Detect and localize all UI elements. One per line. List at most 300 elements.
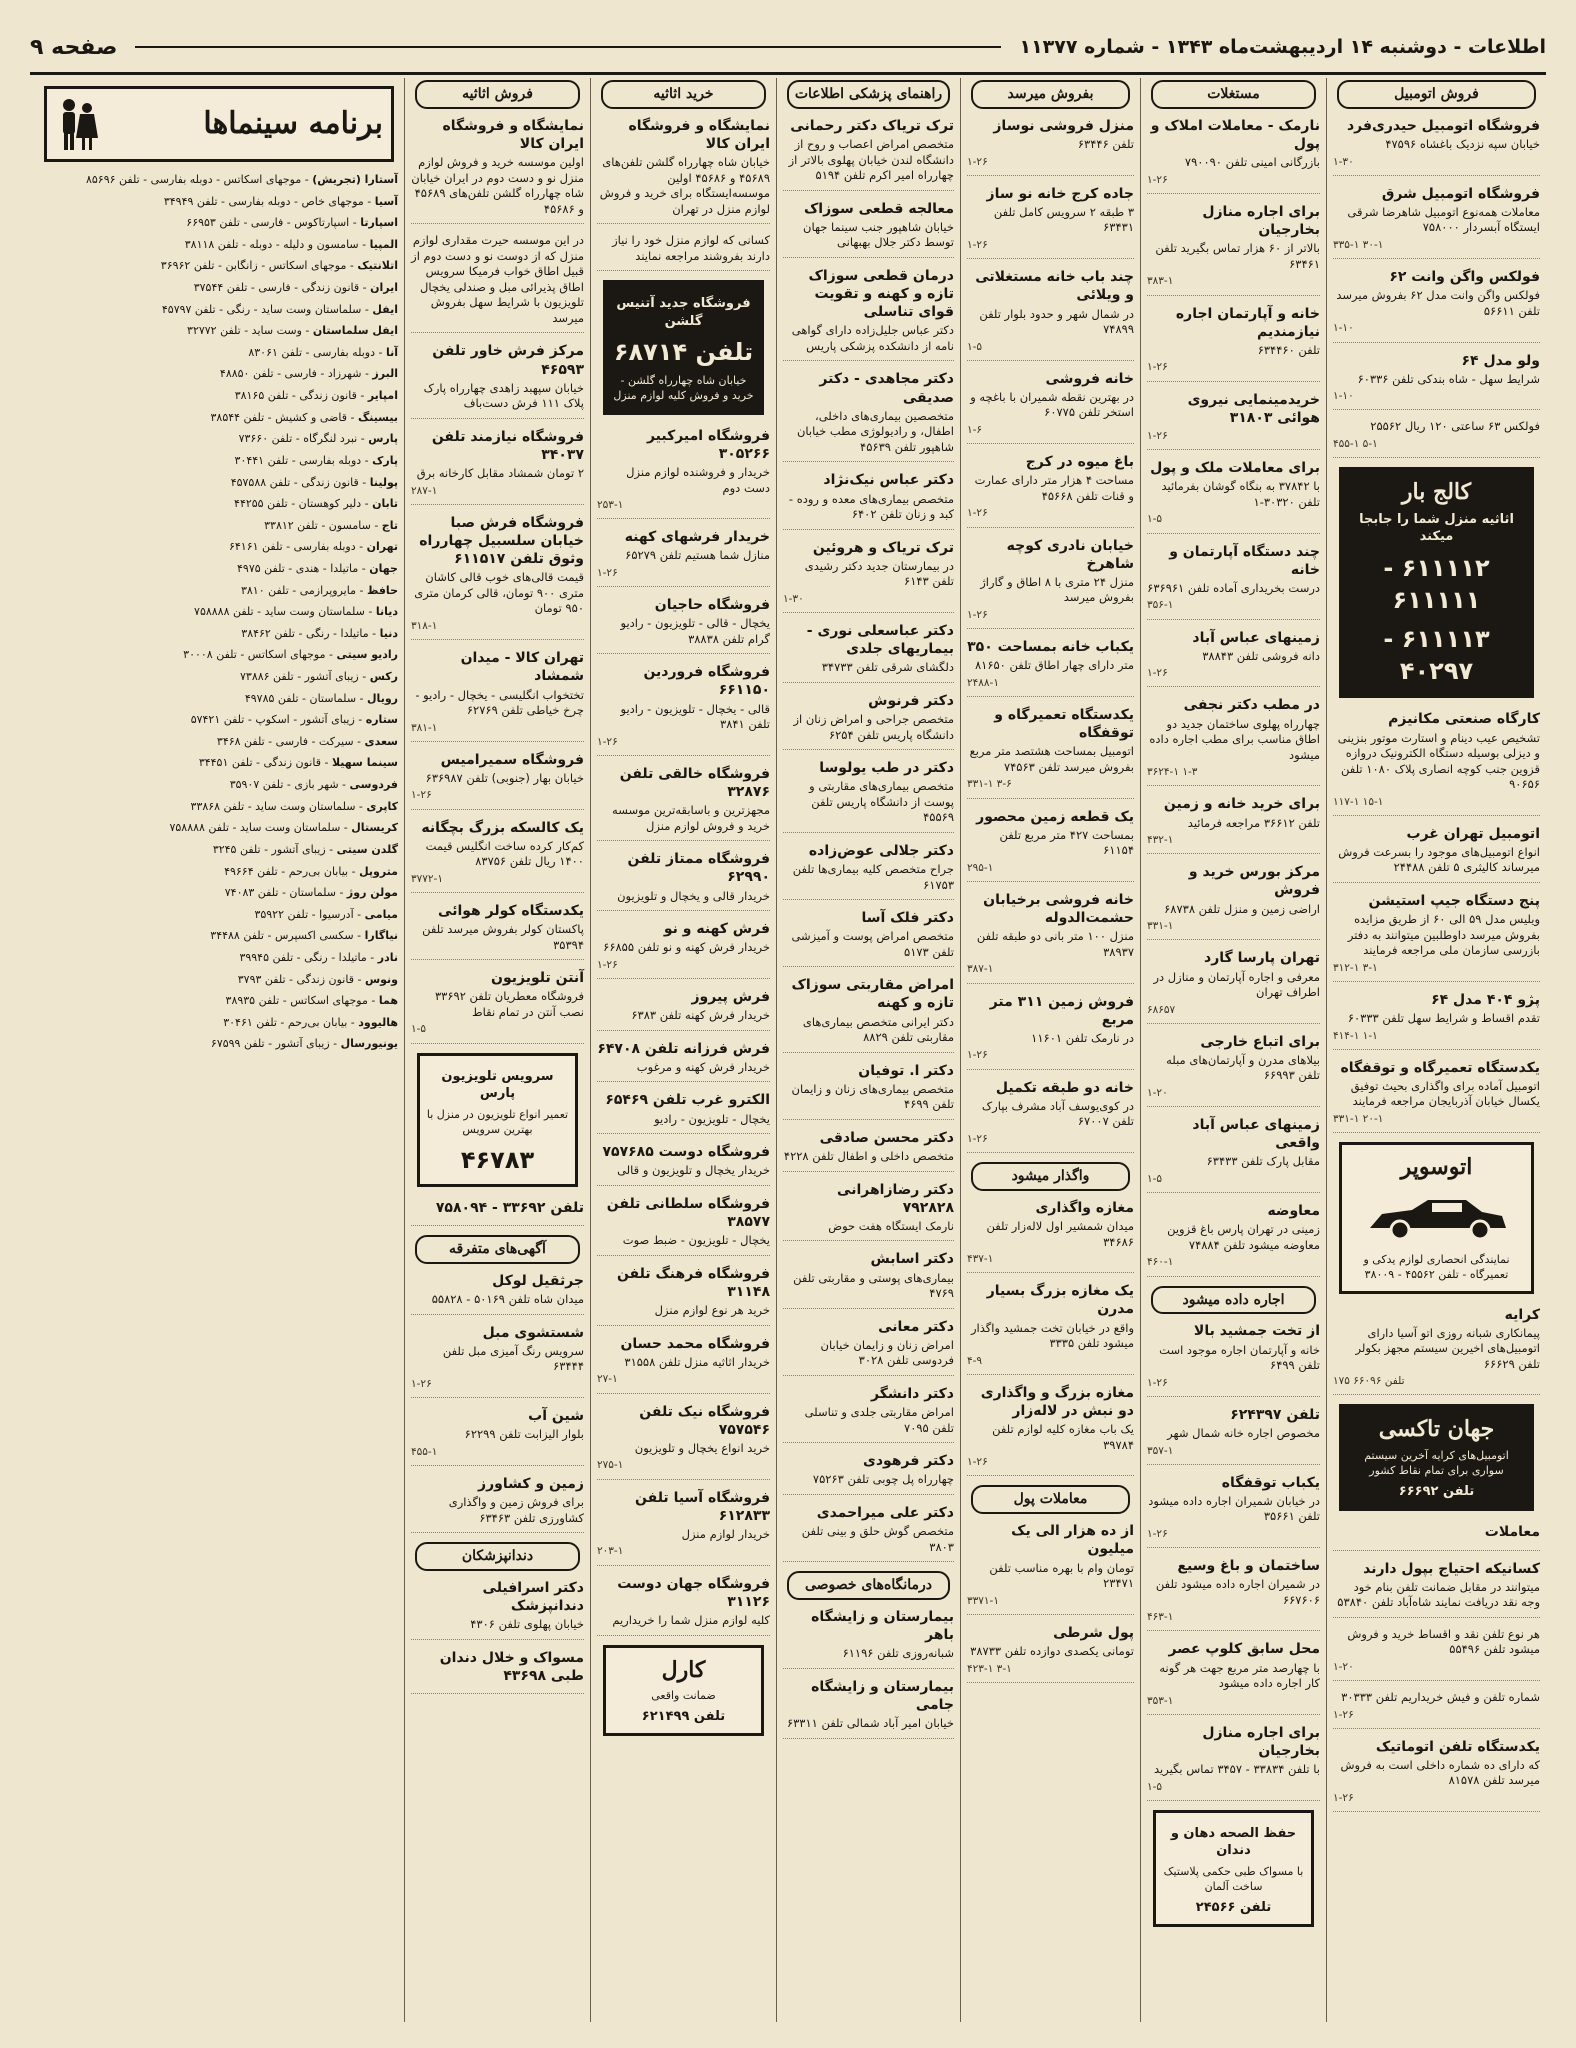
classified-ad [783, 117, 954, 191]
cinema-program: اسپارتاکوس - فارسی - تلفن ۶۶۹۵۳ [186, 216, 350, 230]
classified-ad [597, 765, 770, 841]
ad-code: ۱-۲۶ [1147, 173, 1168, 186]
ad-text: ویلیس مدل ۵۹ الی ۶۰ از طریق مزایده بفروش میرسد داوطلبین میتوانند به دفتر بازرسی سازمان ملی مراجعه فرمایند [1347, 912, 1540, 958]
separator: - [329, 1037, 341, 1051]
box-ad-atenis-golshan [603, 280, 764, 414]
ad-code: ۳۵۷-۱ [1147, 1444, 1174, 1457]
ad-code: ۴۳۲-۱ [1147, 834, 1174, 847]
ad-text: زمینی در تهران پارس باغ قزوین معاوضه میشود تلفن ۷۴۸۸۴ [1167, 1222, 1320, 1252]
ad-text: منزل ۱۰۰ متر بانی دو طبقه تلفن ۳۸۹۳۷ [976, 929, 1134, 959]
section-heading-sale: بفروش میرسد [971, 80, 1130, 109]
ad-title: فروشگاه آسیا تلفن ۶۱۲۸۳۳ [635, 1489, 770, 1524]
ad-list [411, 1199, 584, 1226]
ad-title: یکدستگاه تعمیرگاه و توقفگاه [1340, 1059, 1540, 1076]
ad-text: خریدار قالی و یخچال و تلویزیون [617, 888, 770, 903]
ad-code: ۱-۲۰ [1147, 1086, 1168, 1099]
separator: - [320, 756, 332, 770]
ad-text: فروشگاه معطریان تلفن ۳۳۶۹۲ نصب آنتن در تمام نقاط [435, 989, 584, 1019]
cinema-listing [40, 431, 398, 447]
cinema-name: ایران [370, 281, 398, 295]
classified-ad [783, 692, 954, 750]
ad-text: متخصص امراض اعصاب و روح از دانشگاه لندن خیابان پهلوی بالاتر از چهارراه امیر اکرم تلفن ۵۱۹۴ [788, 137, 954, 183]
classified-ad [1333, 1738, 1540, 1812]
classified-ad [1333, 1560, 1540, 1618]
classified-ad [783, 1062, 954, 1120]
classified-ad [597, 1265, 770, 1326]
ad-code: ۱-۵ [967, 340, 983, 353]
cinema-program: بیابان بی‌رحم - تلفن ۴۹۶۶۴ [224, 864, 349, 878]
ad-text: میدان شاه تلفن ۵۰۱۶۹ - ۵۵۸۲۸ [431, 1292, 584, 1307]
ad-text: فولکس واگن وانت مدل ۶۲ بفروش میرسد تلفن ۵۶۶۱۱ [1336, 288, 1540, 318]
classified-ad [1147, 696, 1320, 786]
cinema-name: حافظ [366, 583, 398, 597]
ad-code: ۱-۲۰ [1333, 1660, 1354, 1673]
cinema-listing [40, 712, 398, 728]
ad-list [411, 1272, 584, 1533]
classified-ad [597, 596, 770, 654]
column-medical-guide [776, 78, 960, 2022]
classified-ad [783, 759, 954, 833]
cinema-listing [40, 172, 398, 188]
ad-title: مغازه واگذاری [1035, 1199, 1134, 1216]
separator: - [355, 583, 367, 597]
classified-ad [967, 453, 1134, 527]
ad-text: درست بخریداری آماده تلفن ۶۳۶۹۶۱ [1147, 580, 1320, 595]
classified-ad [597, 1335, 770, 1394]
ad-text: با تلفن ۳۳۸۳۴ - ۳۴۵۷ تماس بگیرید [1154, 1762, 1320, 1777]
ad-title: زمینهای عباس آباد واقعی [1192, 1117, 1320, 1152]
classified-ad [783, 909, 954, 967]
ad-code: ۱-۲۶ [967, 155, 988, 168]
cinema-listing [40, 280, 398, 296]
classified-ad [967, 638, 1134, 697]
ad-text: بلوار الیزابت تلفن ۶۲۲۹۹ [464, 1427, 584, 1442]
ad-code: ۶۸۶۵۷ [1147, 1003, 1176, 1016]
cinema-program: قانون زندگی - تلفن ۳۴۴۵۱ [198, 756, 321, 770]
classified-ad [967, 1282, 1134, 1375]
paper-info: اطلاعات - دوشنبه ۱۴ اردیبهشت‌ماه ۱۳۴۳ - شماره ۱۱۳۷۷ [1019, 36, 1546, 58]
classified-ad [1333, 892, 1540, 982]
classified-ad [1333, 419, 1540, 458]
classified-ad [411, 342, 584, 418]
classified-ad [967, 1199, 1134, 1273]
ad-code: ۳۳۱-۱ [1147, 920, 1174, 933]
classified-ad [967, 117, 1134, 176]
cinema-listing [40, 972, 398, 988]
cinema-program: آدرسیوا - تلفن ۳۵۹۲۲ [254, 907, 354, 921]
cinema-name: المپیا [369, 237, 398, 251]
ad-text: خریدار فرش کهنه تلفن ۶۳۸۳ [631, 1008, 770, 1023]
ad-text: پاکستان کولر بفروش میرسد تلفن ۳۵۳۹۴ [422, 922, 584, 952]
box-ad-text: اتومبیل‌های کرایه آخرین سیستم سواری برای تمام نقاط کشور [1364, 1449, 1509, 1478]
ad-code: ۲۵۳-۱ [597, 499, 624, 512]
classified-ad [1333, 1306, 1540, 1396]
cinema-listing [40, 453, 398, 469]
ad-code: ۱-۲۶ [1147, 429, 1168, 442]
ad-title: الکترو غرب تلفن ۶۵۴۶۹ [605, 1092, 770, 1109]
classified-ad [411, 514, 584, 640]
ad-title: شستشوی مبل [482, 1324, 584, 1341]
cinema-listing [40, 820, 398, 836]
ad-title: ساختمان و باغ وسیع [1177, 1558, 1320, 1575]
ad-title: یکدستگاه تلفن اتوماتیک [1375, 1738, 1540, 1755]
box-ad-title: کارل [661, 1656, 706, 1683]
masthead-rule [135, 46, 1001, 48]
box-ad-autosuper [1339, 1142, 1534, 1293]
ad-text: با ۳۷۸۴۲ به بنگاه گوشان بفرمائید تلفن ۳۰۳۲۰-۱ [1161, 479, 1320, 509]
cinema-listing [40, 561, 398, 577]
ad-title: محل سابق کلوپ عصر [1168, 1641, 1320, 1658]
classified-ad [967, 1384, 1134, 1477]
box-ad-title: کالج بار [1401, 479, 1472, 506]
ad-text: سرویس رنگ آمیزی مبل تلفن ۶۳۴۴۴ [442, 1343, 584, 1374]
cinema-program: سلماستان وست ساید - تلفن ۷۵۸۸۸۸ [194, 605, 365, 619]
separator: - [355, 799, 367, 813]
cinema-program: قانون زندگی - تلفن ۴۵۷۵۸۸ [230, 475, 359, 489]
ad-title: دکتر اسرافیلی دندانپزشک [482, 1580, 584, 1615]
column-for-sale [960, 78, 1140, 2022]
ad-title: نمایشگاه و فروشگاه ایران کالا [442, 117, 584, 153]
classified-ad [411, 819, 584, 893]
ad-text: منزل ۲۴ متری با ۸ اطاق و گاراژ بفروش میرسد [980, 574, 1134, 605]
ad-text: هر نوع تلفن نقد و اقساط خرید و فروش میشود تلفن ۵۵۴۹۶ [1347, 1626, 1540, 1657]
ad-title: خریدمینمایی نیروی هوائی ۳۱۸۰۳ [1187, 391, 1320, 426]
ad-title: خانه و آپارتمان اجاره نیازمندیم [1175, 305, 1320, 340]
ad-code: ۲۹۵-۱ [967, 861, 994, 874]
ad-title: فرش کهنه و نو [663, 921, 770, 938]
ad-title: دکتر اسابش [870, 1251, 954, 1268]
cinema-name: گلدن سیتی [336, 842, 398, 856]
separator: - [361, 367, 373, 381]
column-sell-furniture [404, 78, 590, 2022]
box-ad-title: حفظ الصحه دهان و دندان [1170, 1825, 1297, 1859]
ad-title: دکتر فلک آسا [861, 910, 954, 927]
separator: - [353, 929, 365, 943]
box-ad-text: خیابان شاه چهارراه گلشن - خرید و فروش کلیه لوازم منزل [613, 373, 754, 403]
ad-title: پژو ۴۰۴ مدل ۶۴ [1431, 991, 1540, 1008]
ad-title: فروشگاه سمیرامیس [440, 751, 584, 768]
cinema-name: کریستال [351, 821, 398, 835]
cinema-name: ایفل سلماستان [312, 324, 398, 338]
box-ad-title: فروشگاه جدید آتنیس گلشن [616, 296, 751, 329]
ad-text: در خیابان شمیران اجاره داده میشود تلفن ۳۵۶۶۱ [1148, 1493, 1320, 1524]
ad-text: کسانی که لوازم منزل خود را نیاز دارند بفروشند مراجعه نمایند [612, 233, 770, 263]
classified-ad [1333, 185, 1540, 259]
box-ad-phone: ۶۱۱۱۱۳ - ۴۰۲۹۷ [1383, 624, 1490, 685]
separator: - [301, 324, 313, 338]
cinema-listing [40, 864, 398, 880]
cinema-program: وست ساید - تلفن ۳۲۷۷۲ [187, 324, 302, 338]
ad-text: در کوی‌یوسف آباد مشرف بپارک تلفن ۶۷۰۰۷ [981, 1098, 1134, 1129]
ad-code: ۴۶۳-۱ [1147, 1611, 1174, 1624]
ad-title: دکتر رضازاهرانی ۷۹۲۸۲۸ [837, 1181, 954, 1216]
ad-text: دکتر ایرانی متخصص بیماری‌های مقاربتی تلفن ۸۸۲۹ [802, 1014, 954, 1045]
classified-ad [597, 233, 770, 271]
classified-ad [411, 1272, 584, 1315]
ad-text: متخصص جراحی و امراض زنان از دانشگاه پاریس تلفن ۶۲۵۴ [793, 712, 954, 742]
ad-text: برای فروش زمین و واگذاری کشاورزی تلفن ۶۳۴۶۳ [448, 1495, 584, 1525]
box-ad-tv-service [417, 1053, 578, 1187]
ad-list [597, 427, 770, 1636]
classified-ad [783, 1250, 954, 1308]
ad-code: ۱-۲۶ [1147, 667, 1168, 680]
section-heading-buy: خرید اثاثیه [601, 80, 766, 109]
cinema-program: موجهای خاص - دوبله بفارسی - تلفن ۳۴۹۴۹ [163, 194, 364, 208]
ad-code: ۴۱۴-۱ ۱-۱ [1333, 1029, 1378, 1042]
cinema-program: دوبله بفارسی - تلفن ۶۴۱۶۱ [228, 540, 356, 554]
ad-text: معرفی و اجاره آپارتمان و منازل در اطراف تهران [1153, 969, 1320, 1000]
cinema-name: مولن روژ [346, 886, 398, 900]
cinema-program: بیابان بی‌رحم - تلفن ۳۰۴۶۱ [223, 1015, 348, 1029]
ad-text: یخچال - قالی - تلویزیون - رادیو گرام تلفن ۳۸۸۳۸ [620, 616, 770, 646]
ad-code: ۱-۲۶ [967, 238, 988, 251]
cinema-name: آستارا (تجریش) [312, 173, 398, 186]
ad-text: تلفن ۳۶۶۱۲ مراجعه فرمائید [1187, 815, 1320, 830]
ad-title: فروشگاه فرهنگ تلفن ۳۱۱۴۸ [616, 1265, 770, 1300]
ad-text: امراض مقاربتی جلدی و تناسلی تلفن ۷۰۹۵ [804, 1405, 954, 1435]
ad-code: ۳۳۵-۱ ۳۰-۱ [1333, 238, 1384, 251]
separator: - [340, 821, 352, 835]
classified-ad [411, 117, 584, 224]
ad-title: بیمارستان و زایشگاه جامی [811, 1678, 954, 1714]
ad-text: تلفن ۶۳۴۴۶۰ [1257, 342, 1320, 357]
box-ad-phone: ۴۶۷۸۳ [460, 1145, 535, 1174]
cinema-program: قانون زندگی - تلفن ۳۷۹۳ [237, 972, 354, 986]
classified-ad [1333, 991, 1540, 1050]
classified-ad [411, 428, 584, 505]
ad-title: فروشگاه نیک تلفن ۷۵۷۵۴۶ [639, 1403, 770, 1438]
classified-ad [783, 842, 954, 900]
classified-ad [411, 1649, 584, 1694]
cinema-name: بیسینگ [357, 410, 398, 424]
ad-code: ۳۳۱-۱ ۲۰-۱ [1333, 1113, 1384, 1125]
classified-ad [411, 1199, 584, 1226]
cinema-program: سامسون و دلیله - دوبله - تلفن ۳۸۱۱۸ [184, 237, 359, 251]
section-heading-misc: آگهی‌های متفرقه [415, 1235, 580, 1264]
ad-code: ۱-۳۰ [1333, 155, 1354, 168]
cinema-program: زیبای آتشور - تلفن ۷۳۸۸۶ [240, 670, 359, 684]
cinema-program: سامسون - تلفن ۳۳۸۱۲ [264, 518, 371, 532]
ad-code: ۱-۲۶ [967, 1456, 988, 1469]
ad-text: منازل شما هستیم تلفن ۶۵۲۷۹ [625, 548, 770, 563]
separator: - [358, 475, 370, 489]
ad-code: ۱۷۵ تلفن ۶۶۰۹۶ [1333, 1375, 1405, 1388]
ad-text: متخصص گوش حلق و بینی تلفن ۳۸۰۳ [801, 1524, 954, 1554]
ad-title: دکتر جلالی عوض‌زاده [808, 842, 954, 859]
ad-text: در شمال شهر و حدود بلوار تلفن ۷۴۸۹۹ [979, 306, 1134, 337]
ad-text: خیابان پهلوی تلفن ۴۳۰۶ [470, 1617, 584, 1632]
ad-title: پنج دستگاه جیپ استیشن [1368, 893, 1540, 909]
ad-text: مقابل پارک تلفن ۶۳۴۳۳ [1206, 1154, 1320, 1169]
ad-title: درمان قطعی سوزاک تازه و کهنه و تقویت قوای تناسلی [808, 267, 954, 321]
classified-ad [1147, 117, 1320, 194]
cinema-name: نادر [377, 950, 398, 964]
ad-title: فروشگاه نیازمند تلفن ۳۴۰۳۷ [431, 428, 584, 464]
separator: - [335, 886, 347, 900]
classified-ad [1147, 863, 1320, 940]
separator: - [361, 453, 373, 467]
ad-code: ۱-۳۰ [783, 592, 804, 605]
box-ad-title: سرویس تلویزیون پارس [441, 1068, 554, 1102]
ad-title: دکتر محسن صادقی [819, 1129, 954, 1146]
cinema-listing [40, 755, 398, 771]
cinema-listing [40, 777, 398, 793]
ad-text: دانه فروشی تلفن ۳۸۸۴۳ [1202, 648, 1320, 663]
classified-ad [783, 267, 954, 362]
ad-code: ۲۸۷-۱ [411, 484, 438, 497]
classified-ad [1147, 1474, 1320, 1548]
ad-text: چهارراه پهلوی ساختمان جدید دو اطاق مناسب برای مطب اجاره داده میشود [1149, 716, 1320, 762]
ad-text: یک باب مغازه کلیه لوازم تلفن ۳۹۷۸۴ [992, 1422, 1134, 1452]
classified-ad [783, 200, 954, 258]
cinema-name: اسپارتا [360, 216, 398, 230]
ad-text: خیابان شاه چهارراه گلشن تلفن‌های ۴۵۶۸۹ و ۴۵۶۸۶ اولین موسسه‌ایستگاه برای خرید و فروش لوازم منزل در تهران [599, 155, 770, 216]
separator: - [363, 194, 375, 208]
cinema-program: موجهای اسکاتس - تلفن ۳۰۰۰۸ [183, 648, 326, 662]
classified-ad [411, 1579, 584, 1640]
ad-text: خریدار یخچال و تلویزیون و قالی [617, 1163, 770, 1178]
cinema-program: سلماستان وست ساید - رنگی - تلفن ۴۵۷۹۷ [161, 302, 362, 316]
ad-title: یک مغازه بزرگ بسیار مدرن [986, 1283, 1134, 1318]
ad-text: دلگشای شرقی تلفن ۳۴۷۳۳ [821, 660, 954, 675]
cinema-listing [40, 496, 398, 512]
ad-text: متخصص داخلی و اطفال تلفن ۴۲۲۸ [783, 1149, 954, 1164]
ad-title: مسواک و خلال دندان طبی ۴۳۶۹۸ [439, 1649, 584, 1685]
ad-title: فروشگاه خالقی تلفن ۳۲۸۷۶ [619, 765, 770, 801]
cinema-listing [40, 626, 398, 642]
ad-text: مجهزترین و باسابقه‌ترین موسسه خرید و فروش لوازم منزل [612, 803, 770, 833]
ad-code: ۱-۲۶ [967, 1049, 988, 1062]
ad-title: نمایشگاه و فروشگاه ایران کالا [628, 117, 770, 153]
ad-title: ترک تریاک و هروئین [812, 539, 954, 556]
cinema-name: رادیو سیتی [336, 648, 398, 662]
ad-code: ۲۷۵-۱ [597, 1459, 624, 1472]
ad-title: دکتر عباسعلی نوری - بیماریهای جلدی [806, 622, 954, 658]
section-heading-dentists: دندانپزشکان [415, 1542, 580, 1571]
ad-title: دکتر فرنوش [868, 692, 954, 709]
classified-ad [597, 850, 770, 911]
separator: - [361, 302, 373, 316]
ad-text: نارمک ایستگاه هفت حوض [828, 1218, 954, 1233]
cinema-program: شهر بازی - تلفن ۳۵۹۰۷ [229, 778, 339, 792]
ad-code: ۲۷-۱ [597, 1373, 618, 1386]
classified-ad [597, 427, 770, 520]
classified-ad [1147, 203, 1320, 296]
section-heading-clinics: درمانگاه‌های خصوصی [787, 1571, 950, 1600]
box-ad-subtitle: اثاثیه منزل شما را جابجا میکند [1359, 511, 1514, 545]
ad-text: معاملات همه‌نوع اتومبیل شاهرضا شرقی ایستگاه آبسردار ۷۵۸۰۰۰ [1347, 204, 1540, 235]
cinema-program: قانون زندگی - تلفن ۳۸۱۶۵ [234, 389, 357, 403]
ad-title: ولو مدل ۶۴ [1461, 352, 1540, 369]
ad-text: خرید هر نوع لوازم منزل [654, 1303, 770, 1318]
ad-text: خیابان سپهبد زاهدی چهارراه پارک پلاک ۱۱۱ فرش دست‌باف [423, 380, 584, 411]
ad-list [1333, 117, 1540, 458]
ad-code: ۱-۲۶ [597, 735, 618, 748]
section-heading-rent: اجاره داده میشود [1151, 1286, 1316, 1315]
ad-text: خرید انواع یخچال و تلویزیون [634, 1440, 770, 1455]
box-ad-toothbrush [1153, 1810, 1314, 1927]
ad-text: در بهترین نقطه شمیران با باغچه و استخر تلفن ۶۰۷۷۵ [970, 389, 1134, 420]
classified-ad [1147, 1640, 1320, 1714]
ad-code: ۱-۲۶ [1147, 1527, 1168, 1540]
classified-ad [1147, 459, 1320, 533]
cinema-listing [40, 302, 398, 318]
cinema-listing [40, 993, 398, 1009]
section-heading-transfer: واگذار میشود [971, 1162, 1130, 1191]
cinema-name: هالیوود [358, 1015, 398, 1029]
ad-text: ۳ طبقه ۲ سرویس کامل تلفن ۶۳۴۳۱ [993, 204, 1134, 235]
ad-title: کسانیکه احتیاج بپول دارند [1363, 1560, 1540, 1577]
ad-text: بالاتر از ۶۰ هزار تماس بگیرید تلفن ۶۳۴۶۱ [1155, 241, 1320, 271]
cinema-program: زیبای آتشور - تلفن ۳۲۴۵ [212, 842, 326, 856]
separator: - [375, 345, 386, 359]
cinema-listing [40, 928, 398, 944]
classified-ad [967, 370, 1134, 444]
ad-code: ۳۸۳-۱ [1147, 275, 1174, 288]
ad-title: ترک تریاک دکتر رحمانی [790, 117, 954, 134]
box-ad-text: تعمیر انواع تلویزیون در منزل با بهترین سرویس [426, 1107, 569, 1137]
ad-text: متخصص بیماری‌های مقاربتی و پوست از دانشگاه پاریس تلفن ۴۵۵۶۹ [809, 779, 954, 825]
ad-text: در این موسسه حیرت مقداری لوازم منزل که از دوست نو و دست دوم از قبیل اطاق خواب فرمیکا سرویس اطاق پذیرائی مبل و صندلی یخچال تلویزیون با شرایط سهل بفروش میرسد [411, 233, 584, 325]
cinema-name: تاج [381, 518, 398, 532]
ad-code: ۱-۶ [967, 423, 983, 436]
ad-title: کرایه [1504, 1306, 1540, 1323]
classified-ad [1147, 1322, 1320, 1396]
classified-ad [1147, 391, 1320, 451]
classified-ad [783, 1608, 954, 1669]
column-buy-furniture [590, 78, 776, 2022]
cinema-program: مایروپرازمی - تلفن ۳۸۱۰ [240, 583, 356, 597]
cinema-name: دیانا [375, 605, 398, 619]
cinema-listing [40, 799, 398, 815]
classified-ad [1147, 949, 1320, 1023]
classified-ad [1333, 117, 1540, 176]
ad-title: معالجه قطعی سوزاک [803, 200, 954, 217]
ad-code: ۱-۵ [1147, 1780, 1163, 1793]
cinema-program: سکسی اکسپرس - تلفن ۳۴۴۸۸ [210, 929, 354, 943]
ad-text: پیمانکاری شبانه روزی اتو آسیا دارای اتومبیل‌های اخیرین سیستم مجهز بکولر تلفن ۶۶۶۲۹ [1355, 1325, 1540, 1371]
cinema-program: سیرکت - فارسی - تلفن ۳۴۶۸ [216, 734, 354, 748]
cinema-listing [40, 604, 398, 620]
ad-text: ۲ تومان شمشاد مقابل کارخانه برق [416, 466, 584, 481]
ad-text: خریدار و فروشنده لوازم منزل دست دوم [626, 465, 770, 495]
ad-code: ۳۸۱-۱ [411, 721, 438, 734]
classified-ad [1333, 825, 1540, 883]
ad-title: مغازه بزرگ و واگذاری دو نبش در لاله‌زار [980, 1384, 1134, 1420]
ad-text: با چهارصد متر مربع جهت هر گونه کار اجاره داده میشود [1159, 1660, 1320, 1691]
ad-title: برای اجاره منازل بخارجیان [1202, 1724, 1320, 1760]
classified-ad [597, 1040, 770, 1083]
box-ad-jahan-taxi [1339, 1404, 1534, 1511]
ad-text: خریدار لوازم منزل [681, 1526, 770, 1541]
ad-title: خانه فروشی [1045, 370, 1134, 387]
cinema-name: سعدی [364, 734, 398, 748]
ad-code: ۳۳۷۱-۱ [967, 1594, 999, 1607]
classified-ad [411, 902, 584, 960]
ad-title: شین آب [528, 1408, 584, 1425]
classified-ad [967, 1079, 1134, 1153]
cinema-name: پارس [368, 432, 398, 446]
ad-code: ۱-۵ [1147, 1172, 1163, 1185]
cinema-program: زیبای آتشور - تلفن ۶۷۵۹۹ [210, 1037, 330, 1051]
classified-ad [597, 1143, 770, 1186]
ad-code: ۴-۹ [967, 1354, 983, 1367]
classified-ad [1333, 268, 1540, 342]
ad-title: زمین و کشاورز [478, 1475, 584, 1492]
ad-code: ۳۸۷-۱ [967, 963, 994, 976]
ad-code: ۳۵۳-۱ [1147, 1694, 1174, 1707]
classified-ad [597, 920, 770, 979]
